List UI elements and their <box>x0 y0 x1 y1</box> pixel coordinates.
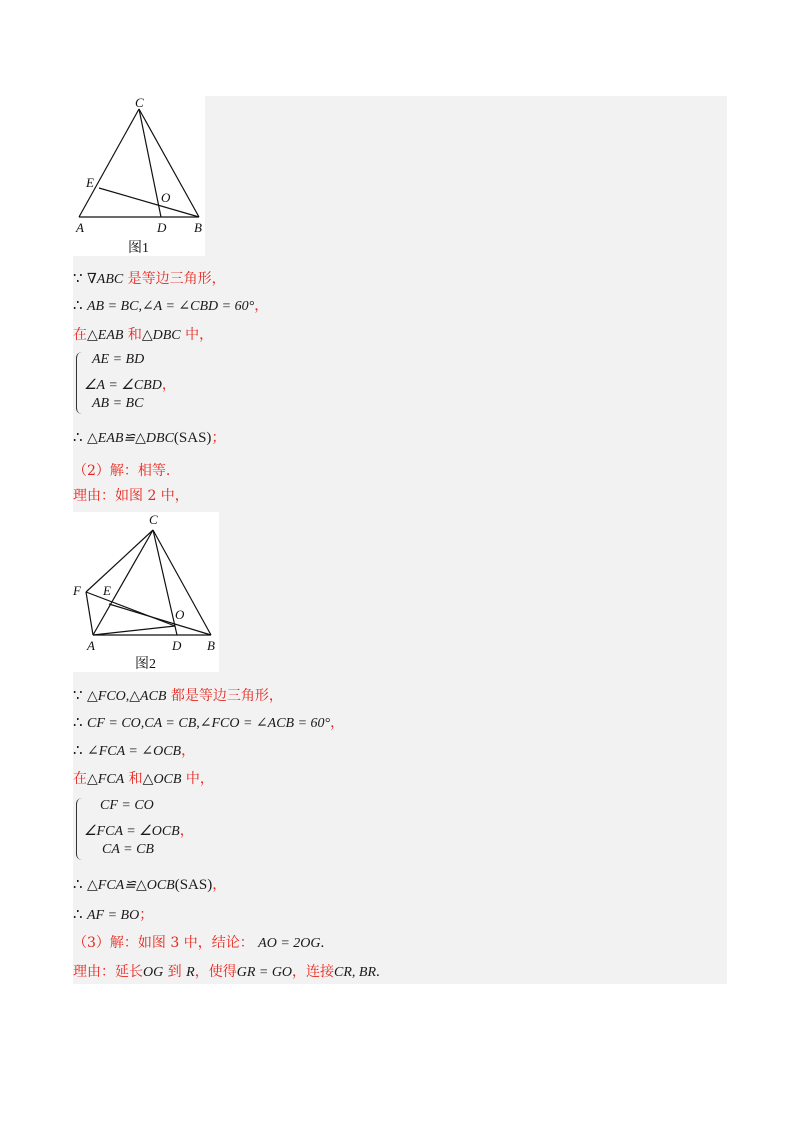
p1-l2-math: AB = BC,∠A = ∠CBD = 60° <box>87 299 255 314</box>
p2-equation-system <box>76 798 216 860</box>
p3-l2-m2: R <box>186 965 195 980</box>
therefore-symbol: ∴ <box>73 877 83 893</box>
therefore-symbol: ∴ <box>73 907 83 923</box>
p3-l2-m1: OG <box>143 965 164 980</box>
segment-FO <box>86 592 175 626</box>
system-brace <box>76 352 83 414</box>
segment-AC <box>93 530 153 635</box>
p2-l3-text: 都是等边三角形， <box>166 688 283 704</box>
p2-l6-pre: 在 <box>73 771 87 787</box>
label-E: E <box>103 583 111 598</box>
p2-l6-m1: △FCA <box>87 772 125 787</box>
p3-l2-m3: GR = GO <box>236 965 293 980</box>
therefore-symbol: ∴ <box>73 430 83 446</box>
p2-l9-tail: ； <box>139 907 154 923</box>
p2-l5-tail: ， <box>181 743 196 759</box>
p3-l2-t1: 理由：延长 <box>73 964 143 980</box>
p1-line-3 <box>73 326 213 345</box>
segment-FA <box>86 592 93 635</box>
p1-line-5 <box>73 429 225 448</box>
p3-l2-t3: ，使得 <box>194 964 237 980</box>
label-F: F <box>73 583 81 598</box>
p2-line-5 <box>73 742 195 761</box>
p2-l8-math: △FCA≌△OCB <box>87 878 175 893</box>
p2-l4-tail: ， <box>330 715 345 731</box>
p3-l2-t2: 到 <box>163 964 187 980</box>
p2-l6-mid: 和 <box>124 771 143 787</box>
p2-l8-sas: (SAS) <box>174 877 213 893</box>
figure-1 <box>73 96 205 256</box>
p3-l2-t4: ，连接 <box>292 964 335 980</box>
p1-sys-row-2-text: ∠A = ∠CBD <box>84 378 162 393</box>
p3-l1-math: AO = 2OG <box>258 936 321 951</box>
therefore-symbol: ∴ <box>73 743 83 759</box>
figure-2-caption: 图2 <box>135 657 156 672</box>
p3-l1-tail: . <box>320 935 325 951</box>
p2-l8-tail: ， <box>212 877 227 893</box>
p1-l3-pre: 在 <box>73 327 87 343</box>
label-O: O <box>161 190 171 205</box>
segment-FC <box>86 530 153 592</box>
p2-line-4 <box>73 714 344 733</box>
p3-l2-m4: CR, BR <box>334 965 377 980</box>
label-B: B <box>194 220 202 235</box>
p2-line-3 <box>73 687 283 706</box>
p2-line-1: （2）解：相等. <box>73 463 171 479</box>
p1-l2-tail: ， <box>254 298 269 314</box>
p2-l4-math: CF = CO,CA = CB,∠FCO = ∠ACB = 60° <box>87 716 331 731</box>
p1-l3-mid: 和 <box>123 327 142 343</box>
p1-l1-math: ∇ABC <box>87 272 124 287</box>
segment-AO <box>93 626 175 635</box>
p2-sys-row-1: CF = CO <box>100 798 154 813</box>
p3-line-2 <box>73 963 380 982</box>
p2-sys-row-3: CA = CB <box>102 842 154 857</box>
p1-l3-post: 中， <box>180 327 214 343</box>
p2-l6-post: 中， <box>181 771 214 787</box>
p1-l1-text: 是等边三角形， <box>123 271 226 287</box>
segment-AC <box>79 109 139 217</box>
p2-line-9 <box>73 906 153 925</box>
label-D: D <box>157 220 167 235</box>
p1-l5-math: △EAB≌△DBC <box>87 431 174 446</box>
p3-l1-text: （3）解：如图 3 中，结论： <box>73 935 254 951</box>
because-symbol: ∵ <box>73 688 83 704</box>
p2-l6-m2: △OCB <box>142 772 182 787</box>
system-brace <box>76 798 83 860</box>
p2-line-6 <box>73 770 214 789</box>
segment-EB <box>99 188 199 217</box>
because-symbol: ∵ <box>73 271 83 287</box>
therefore-symbol: ∴ <box>73 298 83 314</box>
figure-1-diagram <box>73 96 205 256</box>
p2-line-2: 理由：如图 2 中， <box>73 488 189 504</box>
p1-l5-sas: (SAS) <box>173 430 212 446</box>
p3-line-1 <box>73 934 324 953</box>
p1-sys-row-2 <box>84 374 176 394</box>
p2-l9-math: AF = BO <box>87 908 140 923</box>
p1-sys-row-1: AE = BD <box>92 352 145 367</box>
label-E: E <box>86 175 94 190</box>
p2-l5-math: ∠FCA = ∠OCB <box>87 744 182 759</box>
p1-line-2 <box>73 297 268 316</box>
figure-2-diagram <box>73 512 219 672</box>
label-C: C <box>149 512 158 527</box>
label-D: D <box>172 638 182 653</box>
label-B: B <box>207 638 215 653</box>
p1-l5-tail: ； <box>211 430 226 446</box>
p2-sys-row-2 <box>84 820 194 840</box>
p2-l3-math: △FCO,△ACB <box>87 689 167 704</box>
label-A: A <box>87 638 95 653</box>
p3-l2-tail: . <box>376 964 380 980</box>
p1-sys-tail: ， <box>161 378 176 393</box>
label-A: A <box>76 220 84 235</box>
p2-line-8 <box>73 876 226 895</box>
segment-EB <box>109 604 211 635</box>
figure-1-caption: 图1 <box>128 241 149 256</box>
p2-sys-tail: ， <box>179 824 194 839</box>
figure-2 <box>73 512 219 672</box>
label-O: O <box>175 607 185 622</box>
p2-sys-row-2-text: ∠FCA = ∠OCB <box>84 824 180 839</box>
p1-sys-row-3: AB = BC <box>92 396 144 411</box>
p1-l3-m1: △EAB <box>87 328 124 343</box>
therefore-symbol: ∴ <box>73 715 83 731</box>
p1-line-1 <box>73 270 226 289</box>
label-C: C <box>135 96 144 110</box>
p1-l3-m2: △DBC <box>141 328 181 343</box>
p1-equation-system <box>76 352 196 414</box>
